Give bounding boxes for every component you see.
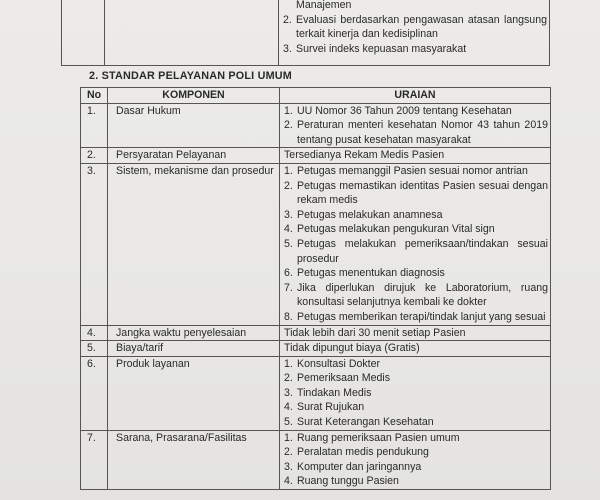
list-item (284, 415, 548, 430)
list-item-text: Pemeriksaan Medis (297, 372, 391, 385)
list-item-number: 1. (284, 164, 293, 177)
row-number: 5. (81, 341, 108, 357)
list-item-number: 1. (284, 431, 293, 444)
component-name: Sistem, mekanisme dan prosedur (108, 163, 280, 325)
row-number: 7. (81, 430, 108, 489)
list-item (284, 208, 548, 223)
service-standard-table (80, 87, 551, 490)
description-list (284, 357, 550, 430)
description-cell: Tidak lebih dari 30 menit setiap Pasien (280, 325, 551, 341)
list-item-text: Peralatan medis pendukung (297, 446, 429, 459)
description-cell (280, 103, 551, 148)
list-item-number: 3. (284, 386, 293, 399)
list-item (284, 357, 548, 372)
list-item (284, 371, 548, 386)
table-row (81, 356, 551, 430)
list-item-text: Surat Keterangan Kesehatan (297, 416, 434, 429)
component-name: Sarana, Prasarana/Fasilitas (108, 430, 280, 489)
table-row (81, 341, 551, 357)
description-list (284, 431, 550, 489)
list-item-text: Surat Rujukan (297, 401, 365, 414)
component-name: Biaya/tarif (108, 341, 280, 357)
list-item (284, 460, 548, 475)
description-list (283, 0, 549, 56)
list-item-text: Petugas melakukan pengukuran Vital sign (297, 223, 495, 236)
list-item-text: Ruang tunggu Pasien (297, 475, 399, 488)
row-number: 1. (81, 103, 108, 148)
section-title: 2. STANDAR PELAYANAN POLI UMUM (89, 70, 292, 82)
description-cell (279, 0, 550, 66)
list-item-number: 3. (283, 42, 292, 55)
list-item-text: Petugas menentukan diagnosis (297, 267, 445, 280)
list-item-text: Peraturan menteri kesehatan Nomor 43 tahun 2019 tentang pusat kesehatan masyarakat (297, 119, 548, 146)
list-item (284, 400, 548, 415)
list-item (284, 445, 548, 460)
header-no: No (81, 88, 108, 104)
table-row (81, 325, 551, 341)
list-item (284, 237, 548, 266)
list-item-number: 3. (284, 208, 293, 221)
table-row (81, 430, 551, 489)
list-item (284, 266, 548, 281)
list-item-number: 6. (284, 267, 293, 280)
description-cell (280, 163, 551, 325)
list-item-number: 4. (284, 401, 293, 414)
description-cell (280, 430, 551, 489)
component-name: Dasar Hukum (108, 103, 280, 148)
list-item-number: 4. (284, 223, 293, 236)
list-item-number: 4. (284, 475, 293, 488)
table-row (81, 163, 551, 325)
list-item (283, 0, 547, 13)
list-item-number: 7. (284, 281, 293, 294)
description-list (284, 164, 550, 325)
list-item-text: Petugas memanggil Pasien sesuai nomor antrian (297, 164, 528, 177)
list-item-number: 5. (284, 237, 293, 250)
list-item-text: Komputer dan jaringannya (297, 460, 422, 473)
list-item-number: 3. (284, 460, 293, 473)
row-number: 3. (81, 163, 108, 325)
list-item-text: Ruang pemeriksaan Pasien umum (297, 431, 460, 444)
component-name: Jangka waktu penyelesaian (108, 325, 280, 341)
list-item-number: 8. (284, 310, 293, 323)
list-item (284, 431, 548, 446)
row-number: 4. (81, 325, 108, 341)
list-item-number: 5. (284, 416, 293, 429)
list-item (284, 104, 548, 119)
list-item-number: 2. (284, 372, 293, 385)
row-number: 6. (81, 356, 108, 430)
list-item-text: Konsultasi Dokter (297, 357, 381, 370)
list-item (284, 310, 548, 325)
component-name: Produk layanan (108, 356, 280, 430)
list-item-number: 2. (284, 179, 293, 192)
previous-section-table (61, 0, 550, 66)
number-cell (62, 0, 105, 66)
table-row (81, 148, 551, 164)
list-item-number: 2. (283, 13, 292, 26)
list-item-number: 2. (284, 446, 293, 459)
list-item-text: Evaluasi berdasarkan pengawasan atasan langsung terkait kinerja dan kedisiplinan (296, 13, 547, 41)
component-name: Persyaratan Pelayanan (108, 148, 280, 164)
list-item (284, 118, 548, 147)
list-item (284, 474, 548, 489)
list-item (284, 386, 548, 401)
table-header-row (81, 88, 551, 104)
list-item (284, 179, 548, 208)
list-item-number: 1. (284, 357, 293, 370)
list-item-number: 1. (284, 104, 293, 117)
list-item-text: Jika diperlukan dirujuk ke Laboratorium, ruang konsultasi selanjutnya kembali ke dokter (297, 281, 548, 309)
component-cell (105, 0, 279, 66)
list-item-text: Tindakan Medis (297, 386, 372, 399)
list-item-text: Petugas melakukan anamnesa (297, 208, 443, 221)
list-item (283, 42, 547, 57)
list-item (284, 164, 548, 179)
list-item-text: Petugas melakukan pemeriksaan/tindakan sesuai prosedur (297, 237, 548, 265)
list-item-text: Petugas memastikan identitas Pasien sesuai dengan rekam medis (297, 179, 548, 207)
list-item-number: 2. (284, 119, 293, 132)
list-item-text: Survei indeks kepuasan masyarakat (296, 42, 467, 55)
list-item (283, 13, 547, 42)
list-item-text: Manajemen (296, 0, 352, 11)
description-cell (280, 356, 551, 430)
header-komponen: KOMPONEN (108, 88, 280, 104)
table-row (62, 0, 550, 66)
table-row (81, 103, 551, 148)
row-number: 2. (81, 148, 108, 164)
list-item (284, 281, 548, 310)
header-uraian: URAIAN (280, 88, 551, 104)
list-item-text: Petugas memberikan terapi/tindak lanjut yang sesuai (297, 310, 546, 323)
description-cell: Tidak dipungut biaya (Gratis) (280, 341, 551, 357)
description-cell: Tersedianya Rekam Medis Pasien (280, 148, 551, 164)
list-item-text: UU Nomor 36 Tahun 2009 tentang Kesehatan (297, 104, 512, 117)
list-item (284, 222, 548, 237)
description-list (284, 104, 550, 148)
